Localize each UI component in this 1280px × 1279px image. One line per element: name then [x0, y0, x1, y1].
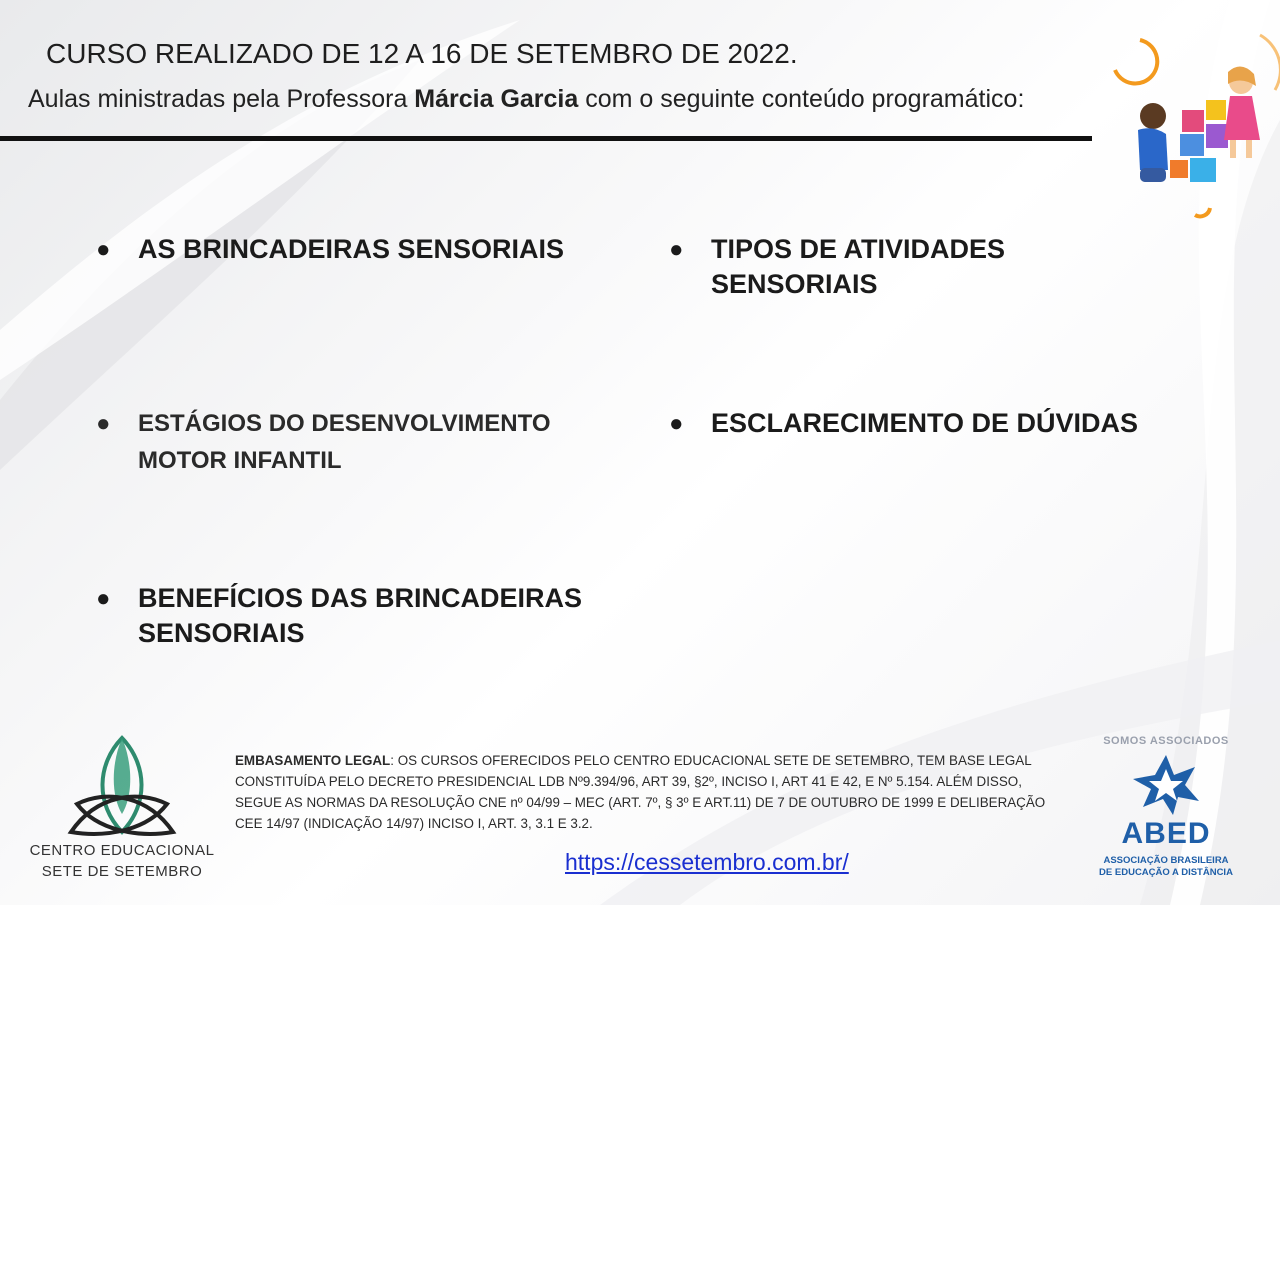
teacher-name: Márcia Garcia — [414, 85, 579, 113]
bullet-icon: ● — [96, 585, 111, 612]
topic-line: SENSORIAIS — [138, 618, 305, 648]
topic-line: AS BRINCADEIRAS SENSORIAIS — [138, 234, 565, 264]
bullet-icon: ● — [96, 236, 111, 263]
logo-line: SETE DE SETEMBRO — [41, 863, 203, 880]
topic-item — [669, 406, 1139, 441]
page-title: CURSO REALIZADO DE 12 A 16 DE SETEMBRO DE 2022. — [46, 38, 798, 69]
bullet-icon: ● — [669, 410, 684, 437]
topic-line: BENEFÍCIOS DAS BRINCADEIRAS — [138, 583, 583, 613]
subtitle-prefix: Aulas ministradas pela Professora — [28, 85, 415, 113]
website-link[interactable]: https://cessetembro.com.br/ — [565, 849, 849, 875]
abed-star-icon — [1129, 753, 1203, 817]
topic-item — [96, 232, 565, 267]
bullet-icon: ● — [96, 410, 111, 437]
centro-educacional-name — [22, 840, 222, 882]
abed-sub-line: ASSOCIAÇÃO BRASILEIRA — [1103, 855, 1229, 866]
legal-basis — [235, 750, 1050, 834]
topic-item — [669, 232, 1006, 302]
children-playing-illustration — [1110, 30, 1280, 230]
topic-item — [96, 581, 583, 651]
logo-line: CENTRO EDUCACIONAL — [29, 842, 215, 859]
topic-line: SENSORIAIS — [711, 269, 878, 299]
centro-educacional-logo — [22, 734, 222, 884]
topic-line: TIPOS DE ATIVIDADES — [711, 234, 1006, 264]
abed-name: ABED — [1121, 817, 1211, 850]
header-divider — [0, 136, 1092, 141]
bullet-icon: ● — [669, 236, 684, 263]
abed-associated-label: SOMOS ASSOCIADOS — [1103, 735, 1229, 747]
abed-sub-line: DE EDUCAÇÃO A DISTÂNCIA — [1099, 867, 1233, 878]
topic-item — [96, 405, 551, 479]
topic-line: ESTÁGIOS DO DESENVOLVIMENTO — [138, 410, 551, 437]
legal-label: EMBASAMENTO LEGAL — [235, 753, 391, 768]
trinity-knot-icon — [67, 734, 177, 838]
abed-subtitle — [1085, 855, 1247, 879]
topic-line: ESCLARECIMENTO DE DÚVIDAS — [711, 408, 1139, 438]
abed-logo — [1085, 733, 1247, 883]
topic-line: MOTOR INFANTIL — [138, 447, 342, 474]
page-subtitle — [28, 85, 1024, 114]
legal-text: : OS CURSOS OFERECIDOS PELO CENTRO EDUCACIONAL SETE DE SETEMBRO, TEM BASE LEGAL CONSTITUÍDA PELO DECRETO PRESIDENCIAL LDB Nº9.394/96, ART 39, §2º, INCISO I, ART 41 E 42, E Nº 5.154. ALÉM DISSO, SEGUE AS NORMAS DA RESOLUÇÃO CNE nº 04/99 – MEC (ART. 7º, § 3º E ART.11) DE 7 DE OUTUBRO DE 1999 E DELIBERAÇÃO CEE 14/97 (INDICAÇÃO 14/97) INCISO I, ART. 3, 3.1 E 3.2. — [235, 753, 1046, 831]
subtitle-suffix: com o seguinte conteúdo programático: — [578, 85, 1025, 113]
